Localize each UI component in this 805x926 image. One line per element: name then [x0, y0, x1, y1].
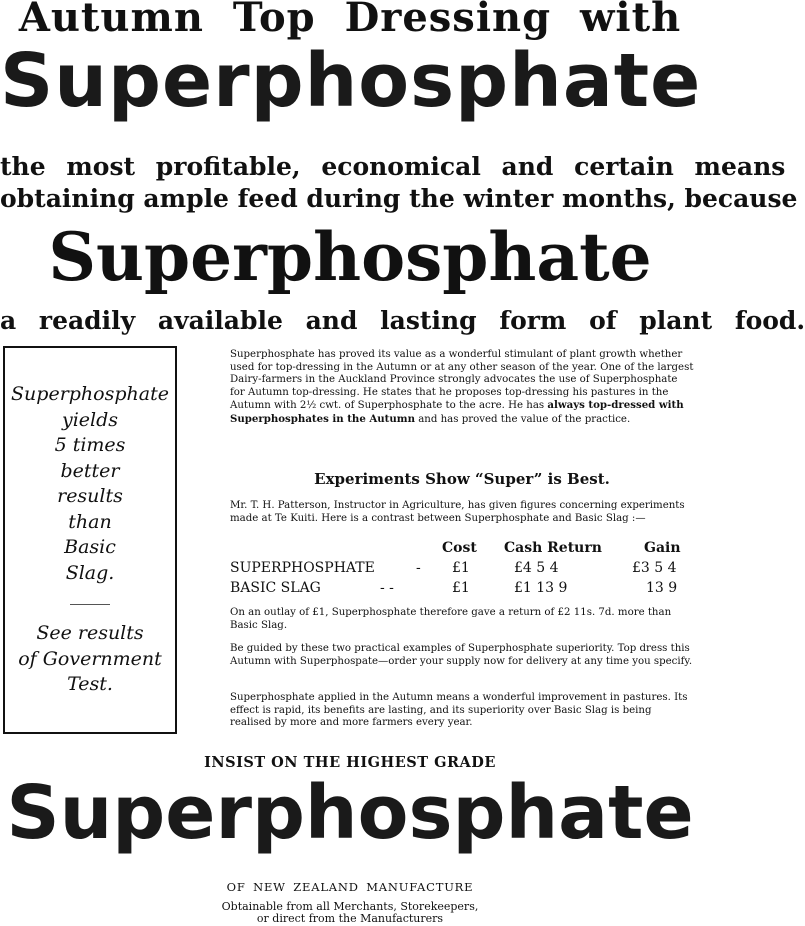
headline-title: Autumn Top Dressing with	[18, 0, 682, 41]
brand-headline: Superphosphate	[0, 38, 702, 124]
callout-line: Slag.	[65, 561, 115, 584]
callout-text	[5, 382, 175, 698]
tagline-line-3: a readily available and lasting form of plant food.	[0, 306, 805, 335]
paragraph-text: and has proved the value of the practice.	[414, 413, 631, 425]
callout-line: yields	[61, 408, 119, 431]
row-gain: 13 9	[646, 580, 678, 596]
brand-subheadline: Superphosphate	[48, 218, 652, 296]
callout-line: better	[60, 459, 120, 482]
tagline-line-1: the most profitable, economical and certain means	[0, 152, 786, 181]
manufacture-line: OF NEW ZEALAND MANUFACTURE	[226, 880, 474, 894]
obtainable-text	[0, 901, 700, 925]
row-cost: £1	[452, 560, 470, 576]
callout-divider	[70, 604, 110, 605]
body-paragraph-1	[230, 349, 694, 427]
callout-footer-line: Test.	[67, 673, 113, 695]
column-header-cash-return: Cash Return	[504, 540, 602, 556]
row-separator: -	[416, 560, 421, 576]
row-cash-return: £4 5 4	[514, 560, 559, 576]
paragraph-emphasis: always top-dressed with Superphosphates in the Autumn	[230, 399, 684, 425]
insist-heading: INSIST ON THE HIGHEST GRADE	[204, 754, 496, 771]
callout-footer-line: See results	[36, 622, 144, 644]
paragraph-text: Superphosphate has proved its value as a wonderful stimulant of plant growth whether used for top-dressing in the Autumn or at any other season of the year. One of the largest Dairy-farmers in the Auckland Province strongly advocates the use of Superphosphate for Autumn top-dressing. He states that he proposes top-dressing his pastures in the Autumn with 2½ cwt. of Superphosphate to the acre. He has	[230, 349, 694, 412]
body-paragraph-4: Be guided by these two practical examples of Superphosphate superiority. Top dress this Autumn with Superphospate—order your supply now for delivery at any time you specify.	[230, 643, 693, 667]
table-header-row	[230, 540, 694, 558]
callout-line: 5 times	[54, 434, 126, 456]
column-header-cost: Cost	[442, 540, 477, 556]
row-cost: £1	[452, 580, 470, 596]
callout-line: than	[68, 510, 112, 533]
row-label: BASIC SLAG	[230, 580, 321, 596]
callout-line: Basic	[64, 536, 116, 558]
column-header-gain: Gain	[644, 540, 681, 556]
obtainable-line: Obtainable from all Merchants, Storekeepers,	[221, 900, 479, 913]
obtainable-line: or direct from the Manufacturers	[256, 912, 444, 925]
table-row	[230, 580, 694, 598]
sidebar-callout-box	[3, 346, 177, 734]
row-cash-return: £1 13 9	[514, 580, 568, 596]
callout-line: Superphosphate	[11, 383, 169, 405]
callout-line: results	[57, 485, 123, 507]
experiments-heading: Experiments Show “Super” is Best.	[314, 470, 610, 488]
body-paragraph-3: On an outlay of £1, Superphosphate therefore gave a return of £2 11s. 7d. more than Basic Slag.	[230, 607, 672, 631]
row-label: SUPERPHOSPHATE	[230, 560, 375, 576]
tagline-line-2: obtaining ample feed during the winter months, because	[0, 184, 798, 213]
callout-footer-line: of Government	[18, 647, 162, 670]
row-gain: £3 5 4	[632, 560, 677, 576]
row-separator: - -	[380, 580, 394, 596]
brand-footer: Superphosphate	[6, 770, 694, 856]
body-paragraph-2: Mr. T. H. Patterson, Instructor in Agriculture, has given figures concerning experiments made at Te Kuiti. Here is a contrast between Superphosphate and Basic Slag :—	[230, 500, 685, 524]
body-paragraph-5: Superphosphate applied in the Autumn means a wonderful improvement in pastures. Its effect is rapid, its benefits are lasting, and its superiority over Basic Slag is being realised by more and more farmers every year.	[230, 692, 688, 729]
table-row	[230, 560, 694, 578]
